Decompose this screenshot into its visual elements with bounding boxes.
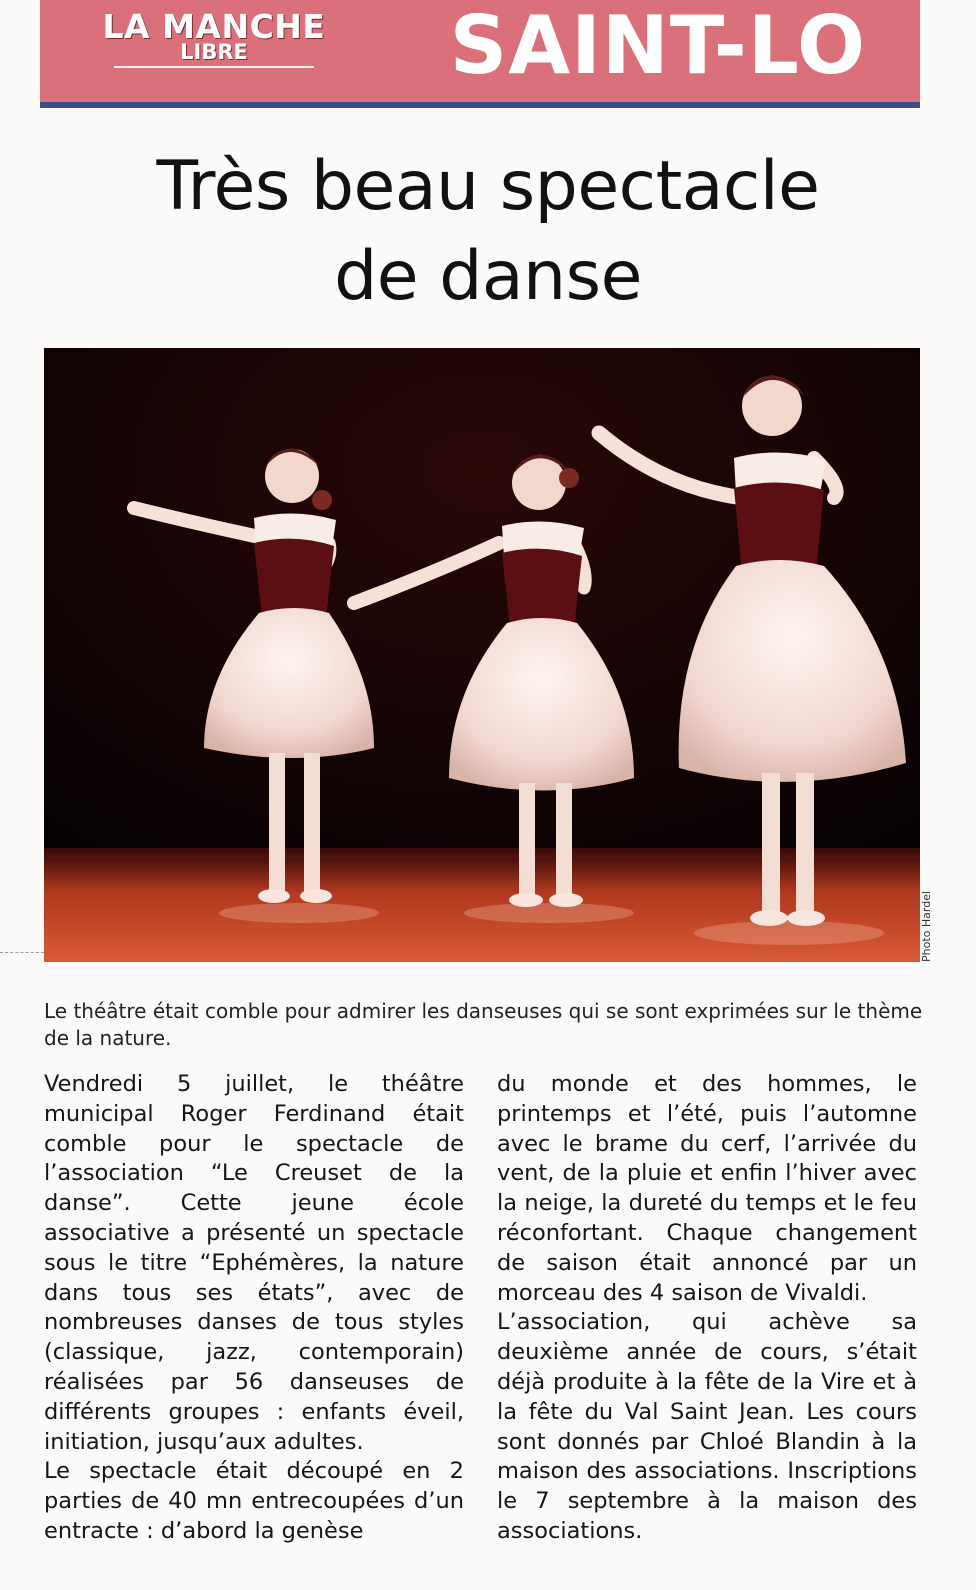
photo-credit: Photo Hardel	[920, 890, 933, 962]
logo-line-1: LA MANCHE	[102, 7, 326, 46]
headline-line-1: Très beau spectacle	[156, 147, 820, 226]
masthead-banner	[40, 0, 920, 108]
logo-underline	[114, 66, 314, 68]
article-photo	[44, 348, 920, 962]
newspaper-logo	[84, 7, 344, 68]
body-paragraph: Le spectacle était découpé en 2 parties de 40 mn entrecoupées d’un entracte : d’abord la genèse	[44, 1458, 464, 1544]
headline-line-2: de danse	[334, 237, 642, 316]
logo-line-2: LIBRE	[180, 40, 248, 64]
photo-caption: Le théâtre était comble pour admirer les danseuses qui se sont exprimées sur le thème de la nature.	[44, 999, 923, 1050]
body-paragraph: Vendredi 5 juillet, le théâtre municipal Roger Ferdinand était comble pour le spectacle de l’association “Le Creuset de la danse”. Cette jeune école associative a présenté un spectacle sous le titre “Ephémères, la nature dans tous ses états”, avec de nombreuses danses de tous styles (classique, jazz, contemporain) réalisées par 56 danseuses de différents groupes : enfants éveil, initiation, jusqu’aux adultes.	[44, 1071, 464, 1455]
section-title: SAINT-LO	[449, 0, 866, 92]
body-paragraph: L’association, qui achève sa deuxième année de cours, s’était déjà produite à la fête de la Vire et à la fête du Val Saint Jean. Les cours sont donnés par Chloé Blandin à la maison des associations. Inscriptions le 7 septembre à la maison des associations.	[497, 1309, 917, 1544]
body-column-left	[44, 1070, 464, 1547]
photo-edge-rule	[0, 952, 44, 953]
body-paragraph: du monde et des hommes, le printemps et l’été, puis l’automne avec le brame du cerf, l’arrivée du vent, de la pluie et enfin l’hiver avec la neige, la dureté du temps et le feu réconfortant. Chaque changement de saison était annoncé par un morceau des 4 saison de Vivaldi.	[497, 1071, 917, 1306]
dancers-photo-illustration	[44, 348, 920, 962]
article-headline	[0, 142, 976, 322]
body-column-right	[497, 1070, 917, 1547]
